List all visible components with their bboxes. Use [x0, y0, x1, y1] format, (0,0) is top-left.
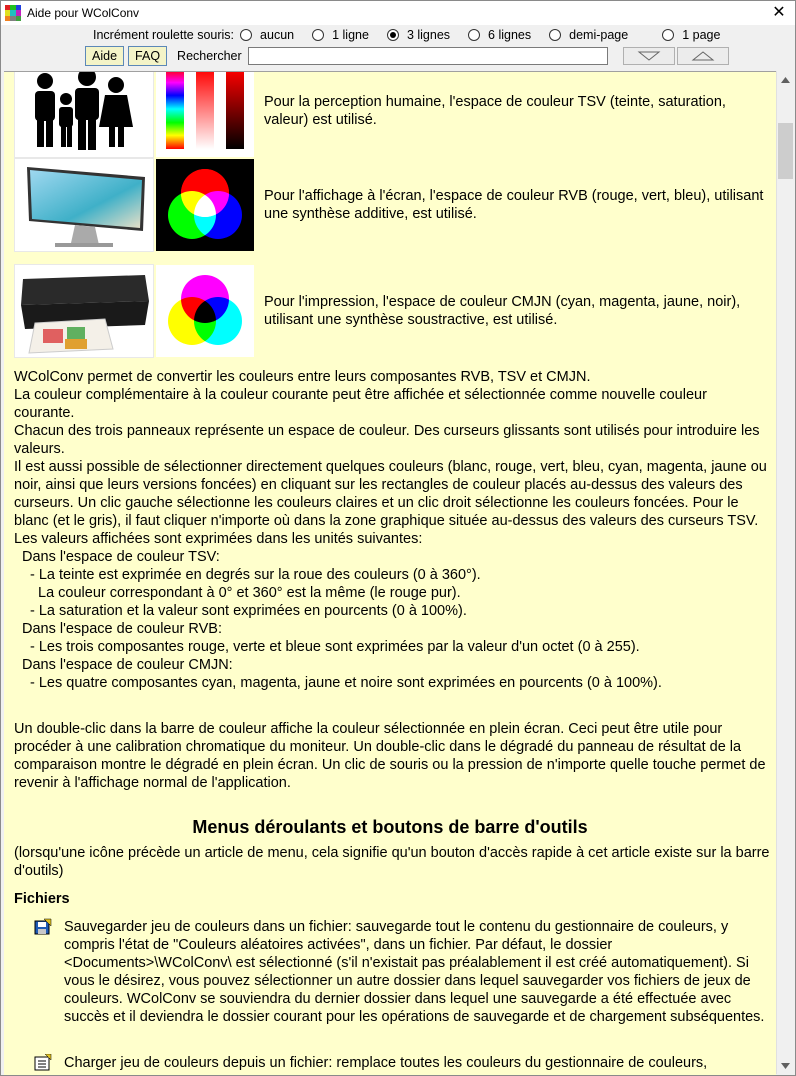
radio-label: 1 page — [682, 28, 721, 42]
chevron-up-icon — [781, 77, 790, 83]
additive-circles-icon — [156, 159, 254, 251]
menus-note: (lorsqu'une icône précède un article de menu, cela signifie qu'un bouton d'accès rapide à cet article existe sur la barre d'outils) — [14, 845, 770, 879]
load-icon — [34, 1054, 52, 1072]
intro-row-tsv — [14, 71, 764, 158]
unit-line: - La teinte est exprimée en degrés sur la roue des couleurs (0 à 360°). — [30, 567, 481, 583]
tsv-gradients-image — [156, 71, 254, 157]
faq-button[interactable]: FAQ — [128, 46, 167, 66]
double-click-paragraph: Un double-clic dans la barre de couleur affiche la couleur sélectionnée en plein écran. Ceci peut être utile pour procéder à une calibration chromatique du moniteur. Un double-clic dans le dégradé du panneau de résultat de la comparaison montre le dégradé en plein écran. Un clic de souris ou la pression de n'importe quelle touche permet de revenir à l'affichage normal de l'application. — [14, 721, 766, 791]
intro-text-tsv: Pour la perception humaine, l'espace de couleur TSV (teinte, saturation, valeur) est utilisé. — [264, 94, 726, 128]
printer-image — [14, 264, 154, 358]
scroll-down-arrow[interactable] — [777, 1057, 794, 1074]
radio-label: aucun — [260, 28, 295, 42]
radio-6-lignes[interactable] — [468, 28, 531, 42]
intro-text-rvb: Pour l'affichage à l'écran, l'espace de couleur RVB (rouge, vert, bleu), utilisant une synthèse additive, est utilisé. — [264, 188, 764, 222]
radio-dot[interactable] — [662, 29, 674, 41]
intro-text-cmjn: Pour l'impression, l'espace de couleur CMJN (cyan, magenta, jaune, noir), utilisant une synthèse soustractive, est utilisé. — [264, 294, 741, 328]
body-line: Les valeurs affichées sont exprimées dans les unités suivantes: — [14, 531, 423, 547]
menu-item-load — [34, 1054, 776, 1072]
monitor-icon — [15, 159, 153, 251]
unit-line: - Les quatre composantes cyan, magenta, jaune et noire sont exprimées en pourcents (0 à 100%). — [30, 675, 662, 691]
close-button[interactable]: ✕ — [772, 4, 786, 21]
radio-dot[interactable] — [549, 29, 561, 41]
radio-1-page[interactable] — [662, 28, 720, 42]
printer-icon — [15, 265, 153, 357]
help-content — [4, 71, 776, 1075]
unit-line: La couleur correspondant à 0° et 360° est la même (le rouge pur). — [38, 585, 461, 601]
radio-label: 1 ligne — [332, 28, 369, 42]
menus-heading: Menus déroulants et boutons de barre d'outils — [192, 817, 588, 837]
body-line: Chacun des trois panneaux représente un espace de couleur. Des curseurs glissants sont utilisés pour introduire les valeurs. — [14, 423, 760, 457]
menu-item-text: Charger jeu de couleurs depuis un fichier: remplace toutes les couleurs du gestionnaire de couleurs, — [64, 1055, 708, 1071]
triangle-down-icon — [637, 51, 661, 61]
save-icon — [34, 918, 52, 936]
radio-label: 6 lignes — [488, 28, 532, 42]
radio-dot[interactable] — [240, 29, 252, 41]
rgb-circles-image — [156, 159, 254, 251]
subtractive-circles-icon — [156, 265, 254, 357]
unit-line: Dans l'espace de couleur CMJN: — [22, 657, 233, 673]
menu-item-save — [34, 918, 776, 1026]
wheel-increment-bar — [1, 25, 795, 45]
body-line: WColConv permet de convertir les couleurs entre leurs composantes RVB, TSV et CMJN. — [14, 369, 591, 385]
window-title: Aide pour WColConv — [27, 6, 140, 20]
menu-item-text: Sauvegarder jeu de couleurs dans un fichier: sauvegarde tout le contenu du gestionnaire de couleurs, y compris l'état de "Couleurs aléatoires activées", dans un fichier. Par défaut, le dossier <Documents>\WColConv\ est sélectionné (s'il n'existait pas préalablement il est créé automatiquement). Si vous le désirez, vous pouvez sélectionner un autre dossier dans lequel sauvegarder vos fichiers de jeux de couleurs. WColConv se souviendra du dernier dossier dans lequel une sauvegarde a été effectuée avec succès et il deviendra le dossier courant pour les opérations de sauvegarde et de chargement subséquentes. — [64, 919, 765, 1025]
help-button[interactable]: Aide — [85, 46, 124, 66]
search-bar — [1, 45, 795, 67]
app-icon — [5, 5, 21, 21]
search-next-button[interactable] — [623, 47, 675, 65]
wheel-increment-label: Incrément roulette souris: — [93, 28, 235, 42]
family-image — [14, 71, 154, 158]
radio-dot[interactable] — [312, 29, 324, 41]
vertical-scrollbar[interactable] — [776, 71, 794, 1074]
triangle-up-icon — [691, 51, 715, 61]
gradient-bars-icon — [156, 71, 254, 157]
unit-line: Dans l'espace de couleur TSV: — [22, 549, 220, 565]
family-icon — [15, 71, 153, 157]
scroll-thumb[interactable] — [778, 123, 793, 179]
body-line: La couleur complémentaire à la couleur courante peut être affichée et sélectionnée comme nouvelle couleur courante. — [14, 387, 707, 421]
radio-label: 3 lignes — [406, 28, 451, 42]
body-text — [14, 368, 770, 692]
radio-demi-page[interactable] — [549, 28, 628, 42]
monitor-image — [14, 158, 154, 252]
radio-dot[interactable] — [468, 29, 480, 41]
scroll-up-arrow[interactable] — [777, 71, 794, 88]
files-heading: Fichiers — [14, 891, 70, 907]
search-label: Rechercher — [177, 49, 242, 63]
intro-row-cmjn — [14, 264, 764, 358]
unit-line: - Les trois composantes rouge, verte et bleue sont exprimées par la valeur d'un octet (0 à 255). — [30, 639, 640, 655]
search-previous-button[interactable] — [677, 47, 729, 65]
unit-line: Dans l'espace de couleur RVB: — [22, 621, 222, 637]
cmy-circles-image — [156, 265, 254, 357]
radio-aucun[interactable] — [240, 28, 294, 42]
radio-3-lignes[interactable] — [387, 28, 450, 42]
chevron-down-icon — [781, 1063, 790, 1069]
body-line: Il est aussi possible de sélectionner directement quelques couleurs (blanc, rouge, vert, bleu, cyan, magenta, jaune ou noir, ainsi que leurs versions foncées) en cliquant sur les rectangles de couleur placés au-dessus des valeurs des curseurs. Un clic gauche sélectionne les couleurs claires et un clic droit sélectionne les couleurs foncées. Pour le blanc (et le gris), il faut cliquer n'importe où dans la zone graphique située au-dessus des valeurs des curseurs TSV. — [14, 459, 767, 529]
radio-label: demi-page — [569, 28, 629, 42]
search-input[interactable] — [248, 47, 608, 65]
title-bar — [1, 1, 795, 25]
intro-row-rvb — [14, 158, 764, 252]
radio-dot-selected[interactable] — [387, 29, 399, 41]
radio-1-ligne[interactable] — [312, 28, 369, 42]
unit-line: - La saturation et la valeur sont exprimées en pourcents (0 à 100%). — [30, 603, 467, 619]
